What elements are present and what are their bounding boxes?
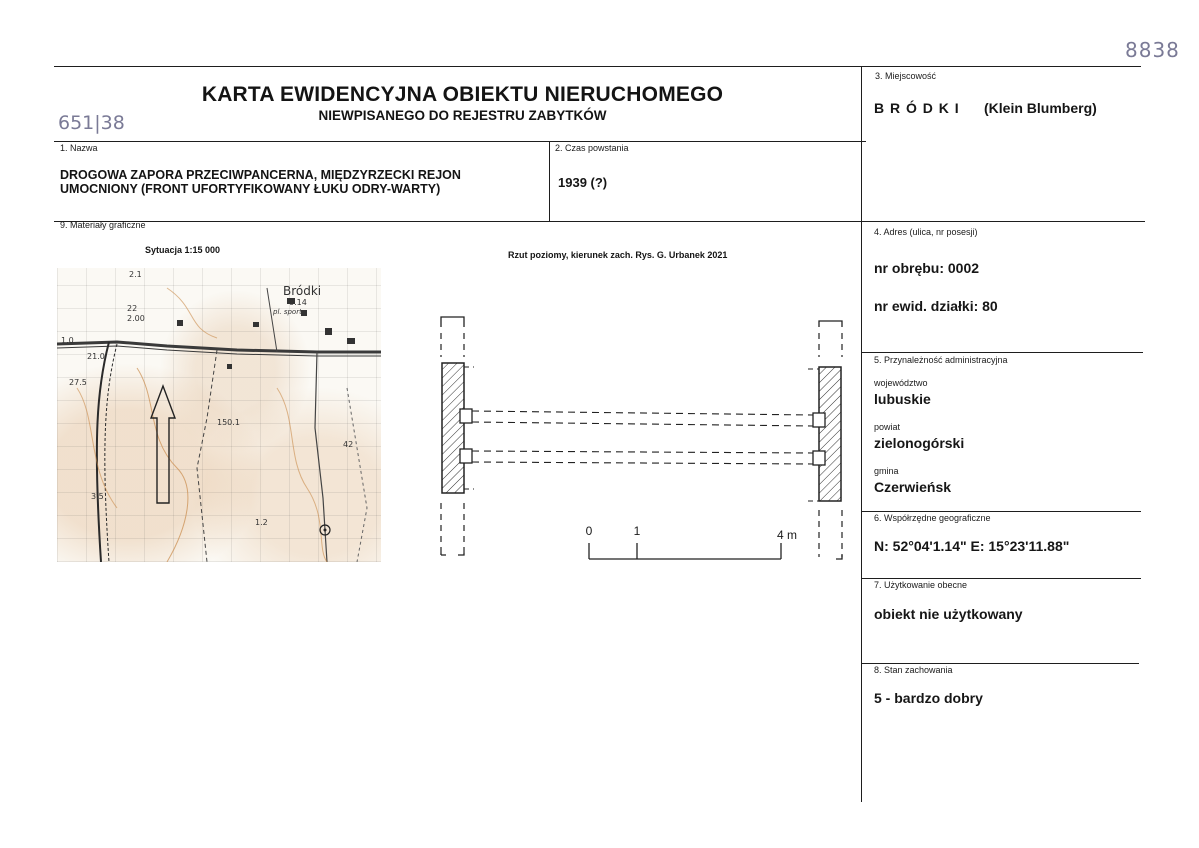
map-label: pl. sport. (273, 308, 305, 316)
obreb-value: nr obrębu: 0002 (874, 260, 980, 276)
map-label: 1.0 (61, 336, 74, 345)
scale-tick-1: 1 (633, 524, 641, 538)
uzytkowanie-label: 7. Użytkowanie obecne (874, 580, 968, 590)
frame-top-line (54, 66, 1141, 67)
scale-bar (589, 543, 781, 559)
wspolrzedne-value: N: 52°04'1.14" E: 15°23'11.88" (874, 538, 1070, 554)
header-bottom-line (54, 141, 866, 142)
nazwa-label: 1. Nazwa (60, 143, 98, 153)
nazwa-value: DROGOWA ZAPORA PRZECIWPANCERNA, MIĘDZYRZECKI REJON UMOCNIONY (FRONT UFORTYFIKOWANY ŁUKU ODRY-WARTY) (60, 168, 461, 196)
dzialka-value: nr ewid. działki: 80 (874, 298, 998, 314)
sec8-top-line (861, 663, 1139, 664)
uzytkowanie-value: obiekt nie użytkowany (874, 606, 1023, 622)
powiat-value: zielonogórski (874, 435, 965, 451)
stan-value: 5 - bardzo dobry (874, 690, 983, 706)
map-label: 150.1 (217, 418, 240, 427)
czas-value: 1939 (?) (558, 175, 608, 190)
gmina-value: Czerwieńsk (874, 479, 952, 495)
page-title: KARTA EWIDENCYJNA OBIEKTU NIERUCHOMEGO (201, 83, 724, 106)
nazwa-czas-divider (549, 141, 550, 221)
map-label: 21.0 (87, 352, 105, 361)
main-vertical-divider (861, 66, 862, 802)
rzut-caption: Rzut poziomy, kierunek zach. Rys. G. Urbanek 2021 (508, 250, 728, 260)
map-label: 0.14 (289, 298, 307, 307)
map-label: 1.2 (255, 518, 268, 527)
wojewodztwo-value: lubuskie (874, 391, 931, 407)
map-label: 2.1 (129, 270, 142, 279)
map-label: 3.5 (91, 492, 104, 501)
map-drawing (57, 268, 381, 562)
wojewodztwo-label: województwo (874, 378, 928, 388)
scale-tick-4m: 4 m (776, 528, 798, 542)
miejscowosc-label: 3. Miejscowość (875, 71, 937, 81)
powiat-label: powiat (874, 422, 901, 432)
map-label: 42 (343, 440, 354, 449)
miejscowosc-value: B R Ó D K I (874, 100, 960, 116)
scale-tick-0: 0 (585, 524, 593, 538)
stan-label: 8. Stan zachowania (874, 665, 953, 675)
gmina-label: gmina (874, 466, 899, 476)
handwritten-number-right: 8838 (1125, 38, 1180, 62)
barrier-beams (472, 411, 813, 464)
right-post (808, 321, 842, 559)
miejscowosc-german-name: (Klein Blumberg) (984, 100, 1097, 116)
map-place-label: Bródki (283, 284, 322, 298)
page-subtitle: NIEWPISANEGO DO REJESTRU ZABYTKÓW (318, 108, 607, 123)
left-post (441, 317, 474, 555)
sec5-top-line (861, 352, 1143, 353)
nazwa-bottom-line (54, 221, 1145, 222)
handwritten-number-left: 651|38 (58, 112, 125, 134)
map-label: 2.00 (127, 314, 145, 323)
sec6-top-line (861, 511, 1141, 512)
floor-plan-drawing (430, 305, 860, 567)
map-label: 27.5 (69, 378, 87, 387)
sec7-top-line (861, 578, 1141, 579)
czas-label: 2. Czas powstania (555, 143, 629, 153)
adres-label: 4. Adres (ulica, nr posesji) (874, 227, 978, 237)
map-label: 22 (127, 304, 138, 313)
sytuacja-caption: Sytuacja 1:15 000 (145, 245, 221, 255)
wspolrzedne-label: 6. Współrzędne geograficzne (874, 513, 991, 523)
administracja-label: 5. Przynależność administracyjna (874, 355, 1008, 365)
materialy-label: 9. Materiały graficzne (60, 220, 146, 230)
situation-map (57, 268, 381, 562)
